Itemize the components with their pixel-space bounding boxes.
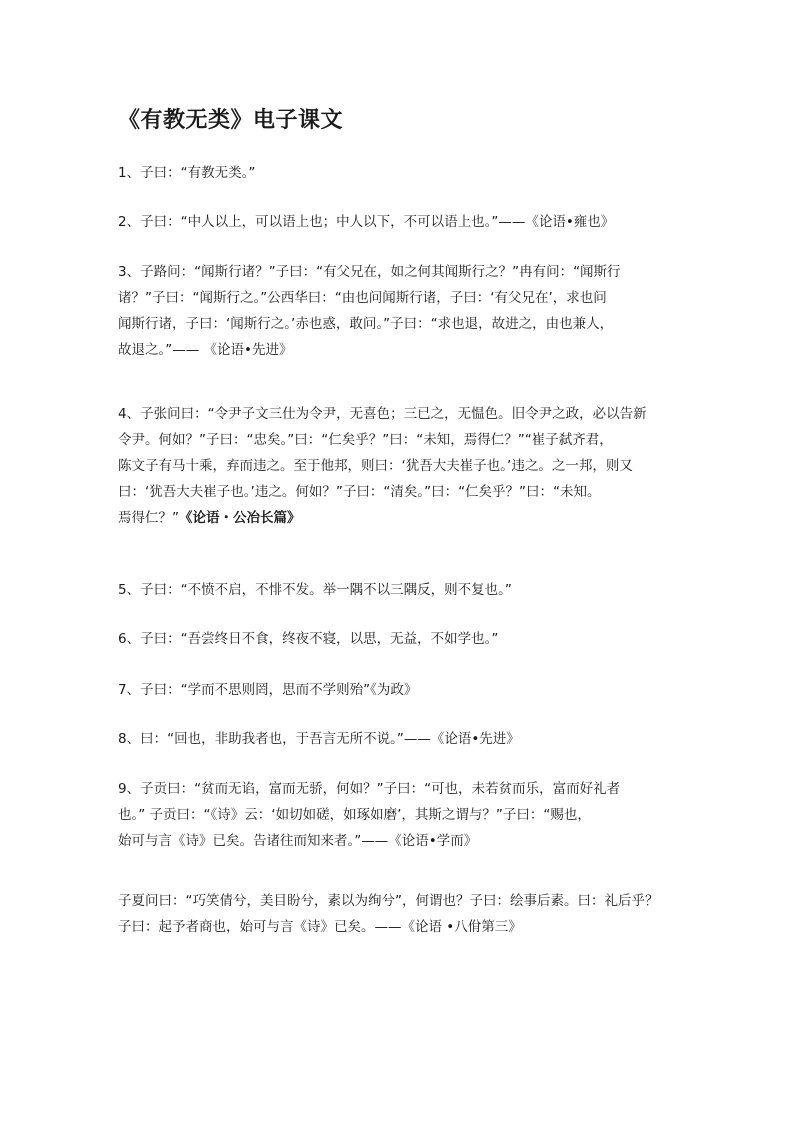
paragraph-3 (118, 259, 674, 363)
paragraph-line: 诸？”子曰：“闻斯行之。”公西华曰：“由也问闻斯行诸，子曰：‘有父兄在’，求也问 (118, 290, 607, 306)
paragraph-line: 4、子张问曰：“令尹子文三仕为令尹，无喜色；三已之，无愠色。旧令尹之政，必以告新 (118, 406, 647, 422)
paragraph-line: 2、子曰：“中人以上，可以语上也；中人以下，不可以语上也。”——《论语•雍也》 (118, 214, 615, 230)
paragraph-line: 5、子曰：“不愤不启，不悱不发。举一隅不以三隅反，则不复也。” (118, 582, 512, 598)
paragraph-line: 1、子曰：“有教无类。” (118, 165, 256, 181)
paragraph-4 (118, 401, 674, 531)
paragraph-line: 闻斯行诸，子曰：‘闻斯行之。’赤也惑，敢问。”子曰：“求也退，故进之，由也兼人， (118, 316, 614, 332)
paragraph-2 (118, 209, 674, 235)
paragraph-5 (118, 577, 674, 603)
paragraph-line: 6、子曰：“吾尝终日不食，终夜不寝，以思，无益，不如学也。” (118, 631, 499, 647)
paragraph-text: 焉得仁？” (118, 510, 179, 526)
paragraph-1 (118, 160, 674, 186)
paragraph-line: 故退之。”—— 《论语•先进》 (118, 342, 293, 358)
paragraph-line: 9、子贡曰：“贫而无谄，富而无骄，何如？”子曰：“可也，未若贫而乐，富而好礼者 (118, 781, 621, 797)
citation-bold: 《论语・公冶长篇》 (179, 510, 301, 526)
paragraph-line: 7、子曰：“学而不思则罔，思而不学则殆”《为政》 (118, 682, 418, 698)
paragraph-6 (118, 626, 674, 652)
paragraph-7 (118, 677, 674, 703)
paragraph-line: 子夏问曰：“巧笑倩兮，美目盼兮，素以为绚兮”，何谓也？子曰：绘事后素。曰：礼后乎？ (118, 893, 659, 909)
paragraph-line: 始可与言《诗》已矣。告诸往而知来者。”——《论语•学而》 (118, 833, 478, 849)
paragraph-line: 曰：‘犹吾大夫崔子也。’违之。何如？”子曰：“清矣。”曰：“仁矣乎？”曰：“未知。 (118, 484, 601, 500)
paragraph-line: 也。” 子贡曰：“《诗》云：‘如切如磋，如琢如磨’，其斯之谓与？”子曰：“赐也， (118, 807, 591, 823)
paragraph-10 (118, 888, 674, 940)
document-title: 《有教无类》电子课文 (118, 107, 344, 133)
paragraph-line: 3、子路问：“闻斯行诸？”子曰：“有父兄在，如之何其闻斯行之？”冉有问：“闻斯行 (118, 264, 621, 280)
paragraph-line: 子曰：起予者商也，始可与言《诗》已矣。——《论语 •八佾第三》 (118, 919, 522, 935)
paragraph-line: 陈文子有马十乘，弃而违之。至于他邦，则曰：‘犹吾大夫崔子也。’违之。之一邦，则又 (118, 458, 633, 474)
paragraph-line (118, 505, 674, 531)
paragraph-8 (118, 726, 674, 752)
paragraph-line: 8、曰：“回也，非助我者也，于吾言无所不说。”——《论语•先进》 (118, 731, 520, 747)
paragraph-line: 令尹。何如？”子曰：“忠矣。”曰：“仁矣乎？”曰：“未知，焉得仁？”“崔子弑齐君， (118, 432, 613, 448)
paragraph-9 (118, 776, 674, 854)
